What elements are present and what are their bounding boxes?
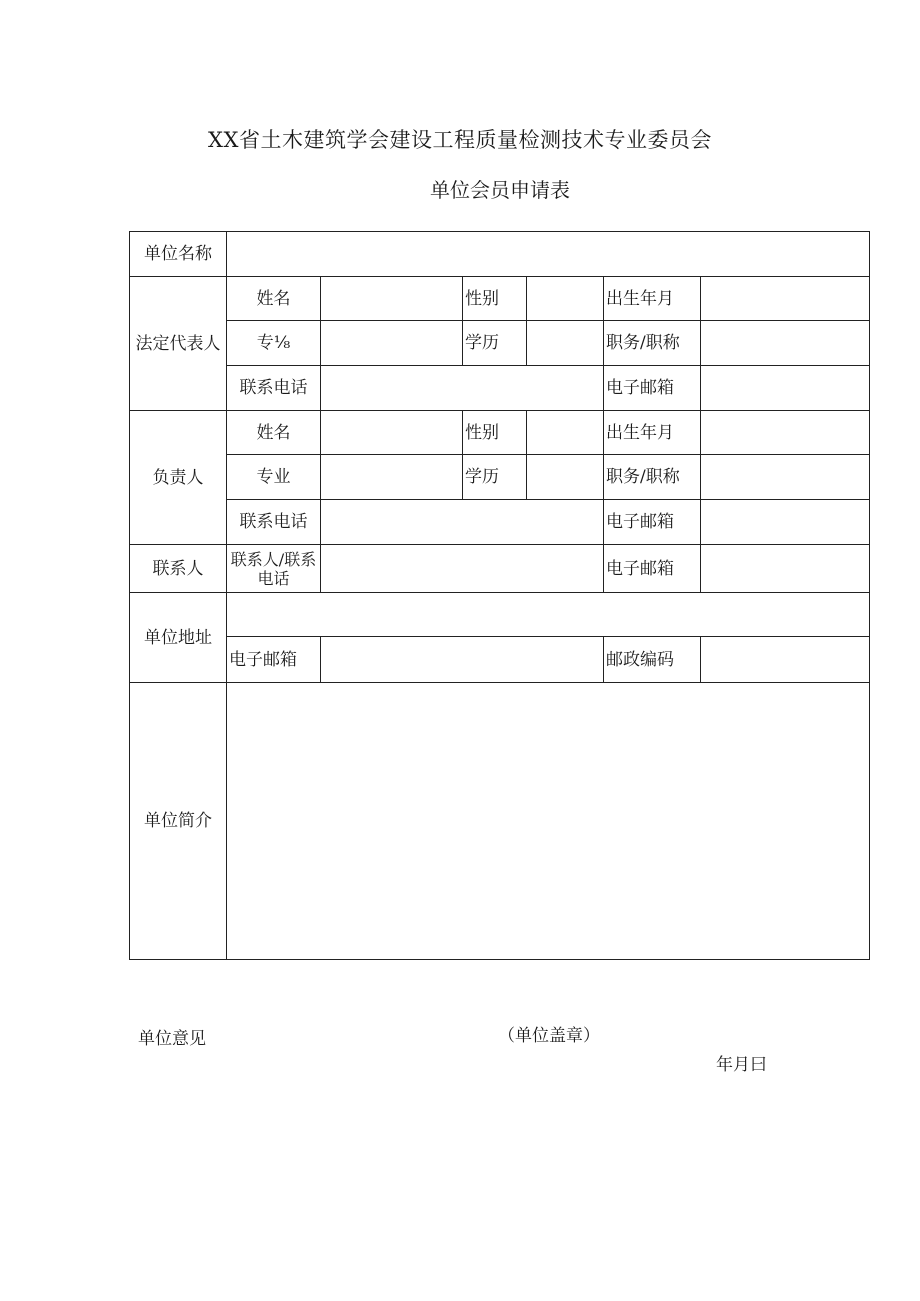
label-responsible-birth: 出生年月 xyxy=(604,411,701,455)
label-responsible-education: 学历 xyxy=(463,455,527,500)
row-legal-rep-1 xyxy=(130,277,870,321)
row-address-2 xyxy=(130,637,870,683)
document-title: XX省土木建筑学会建设工程质量检测技术专业委员会 xyxy=(208,128,712,152)
field-legal-rep-email[interactable] xyxy=(701,366,870,411)
field-contact-person-phone[interactable] xyxy=(321,545,604,593)
field-contact-email[interactable] xyxy=(701,545,870,593)
application-form-table xyxy=(129,231,870,960)
row-legal-rep-2 xyxy=(130,321,870,366)
field-responsible-phone[interactable] xyxy=(321,500,604,545)
section-contact: 联系人 xyxy=(130,545,227,593)
field-legal-rep-gender[interactable] xyxy=(527,277,604,321)
row-responsible-1 xyxy=(130,411,870,455)
footer-unit-stamp: （单位盖章） xyxy=(498,1026,600,1046)
label-responsible-position: 职务/职称 xyxy=(604,455,701,500)
field-responsible-email[interactable] xyxy=(701,500,870,545)
document-subtitle: 单位会员申请表 xyxy=(430,178,570,202)
field-responsible-education[interactable] xyxy=(527,455,604,500)
label-contact-person-phone: 联系人/联系电话 xyxy=(227,545,321,593)
field-legal-rep-position[interactable] xyxy=(701,321,870,366)
field-address[interactable] xyxy=(227,593,870,637)
section-address: 单位地址 xyxy=(130,593,227,683)
label-legal-rep-birth: 出生年月 xyxy=(604,277,701,321)
label-responsible-email: 电子邮箱 xyxy=(604,500,701,545)
field-legal-rep-major[interactable] xyxy=(321,321,463,366)
row-address-1 xyxy=(130,593,870,637)
label-legal-rep-email: 电子邮箱 xyxy=(604,366,701,411)
label-legal-rep-major: 专⅛ xyxy=(227,321,321,366)
field-legal-rep-phone[interactable] xyxy=(321,366,604,411)
label-unit-name: 单位名称 xyxy=(130,232,227,277)
footer-unit-opinion: 单位意见 xyxy=(138,1029,206,1049)
label-responsible-major: 专业 xyxy=(227,455,321,500)
label-address-postal: 邮政编码 xyxy=(604,637,701,683)
field-responsible-major[interactable] xyxy=(321,455,463,500)
label-responsible-gender: 性别 xyxy=(463,411,527,455)
section-responsible: 负责人 xyxy=(130,411,227,545)
field-responsible-gender[interactable] xyxy=(527,411,604,455)
field-unit-name[interactable] xyxy=(227,232,870,277)
label-responsible-phone: 联系电话 xyxy=(227,500,321,545)
row-responsible-3 xyxy=(130,500,870,545)
footer-date: 年月曰 xyxy=(716,1055,767,1075)
section-legal-rep: 法定代表人 xyxy=(130,277,227,411)
field-responsible-birth[interactable] xyxy=(701,411,870,455)
label-legal-rep-phone: 联系电话 xyxy=(227,366,321,411)
label-legal-rep-position: 职务/职称 xyxy=(604,321,701,366)
field-intro[interactable] xyxy=(227,683,870,960)
label-legal-rep-education: 学历 xyxy=(463,321,527,366)
label-contact-email: 电子邮箱 xyxy=(604,545,701,593)
label-legal-rep-name: 姓名 xyxy=(227,277,321,321)
label-legal-rep-gender: 性别 xyxy=(463,277,527,321)
row-intro xyxy=(130,683,870,960)
field-legal-rep-education[interactable] xyxy=(527,321,604,366)
field-responsible-position[interactable] xyxy=(701,455,870,500)
label-intro: 单位简介 xyxy=(130,683,227,960)
label-address-email: 电子邮箱 xyxy=(227,637,321,683)
field-legal-rep-birth[interactable] xyxy=(701,277,870,321)
label-responsible-name: 姓名 xyxy=(227,411,321,455)
field-address-postal[interactable] xyxy=(701,637,870,683)
field-legal-rep-name[interactable] xyxy=(321,277,463,321)
row-responsible-2 xyxy=(130,455,870,500)
field-address-email[interactable] xyxy=(321,637,604,683)
field-responsible-name[interactable] xyxy=(321,411,463,455)
row-contact xyxy=(130,545,870,593)
row-legal-rep-3 xyxy=(130,366,870,411)
row-unit-name xyxy=(130,232,870,277)
